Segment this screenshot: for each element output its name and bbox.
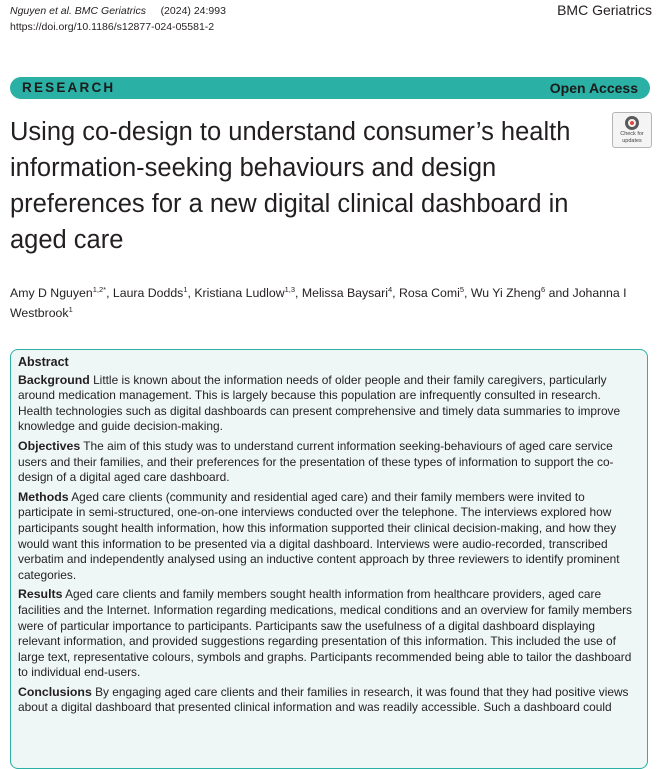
section-label: RESEARCH [22,80,116,95]
author-name[interactable]: Kristiana Ludlow [194,286,285,300]
badge-label-2: updates [622,138,642,144]
abstract-heading: Background [18,372,90,387]
abstract-text: Aged care clients and family members sought health information from healthcare providers, aged care facilities and the Internet. Information regarding medications, medical conditions and an overview for family members were of particular importance to participants. Participants saw the usefulness of a digital dashboard displaying relevant information, and provided suggestions regarding presentation of this information. This included the use of large text, representative colours, symbols and graphs. Participants recommended being able to tailor the dashboard to individual end-users. [18,587,632,680]
section-banner [10,77,650,99]
authors-short: Nguyen et al. BMC Geriatrics [10,5,146,17]
abstract-content [18,355,638,720]
article-title: Using co-design to understand consumer’s health information-seeking behaviours and design preferences for a new digital clinical dashboard in aged care [10,118,571,254]
author-name[interactable]: Laura Dodds [112,286,184,300]
check-for-updates-badge[interactable] [612,112,652,148]
badge-label-1: Check for [620,131,644,137]
abstract-heading: Objectives [18,438,81,453]
author-list: Amy D Nguyen$^{1,2*}$, Laura Dodds$^1$, Kristiana Ludlow$^{1,3}$, Melissa Baysari$^4$, Rosa Comi$^5$, Wu Yi Zheng$^6$ and Johanna I Westbrook$^1$ [10,284,627,320]
journal-name: BMC Geriatrics [557,2,652,18]
author-affiliation: 1,2* [92,284,107,294]
abstract-text: Aged care clients (community and residential aged care) and their family members were invited to participate in semi-structured, one-on-one interviews conducted over the telephone. The interviews explored how participants sought health information, how this information supported their clinical decision-making, and how they would want this information to be presented via a digital dashboard. Interviews were audio-recorded, transcribed verbatim and independently analysed using an inductive content approach by three reviewers to identify prominent categories. [18,489,620,582]
author-affiliation: 1 [68,304,73,314]
author-affiliation: 4 [387,284,393,294]
author-affiliation: 6 [541,284,546,294]
author-affiliation: 1,3 [284,284,296,294]
author-name[interactable]: Amy D Nguyen [10,286,93,300]
abstract-text: The aim of this study was to understand current information seeking-behaviours of aged care service users and their families, and their preferences for the presentation of these types of information to support the co-design of a digital aged care dashboard. [18,438,614,485]
citation-header [10,3,226,35]
abstract-methods [18,490,638,584]
author-affiliation: 5 [459,284,464,294]
abstract-background [18,373,638,435]
abstract-heading: Methods [18,489,69,504]
abstract-results [18,587,638,681]
abstract-objectives [18,439,638,486]
abstract-conclusions [18,685,638,716]
doi-link[interactable]: https://doi.org/10.1186/s12877-024-05581-2 [10,21,215,33]
open-access-label: Open Access [549,80,638,96]
author-name[interactable]: Melissa Baysari [301,286,388,300]
abstract-title: Abstract [18,355,69,369]
author-name[interactable]: Rosa Comi [398,286,460,300]
check-for-updates-icon [625,116,639,130]
citation: (2024) 24:993 [160,5,226,17]
abstract-text: By engaging aged care clients and their families in research, it was found that they had positive views about a digital dashboard that presented clinical information and was readily accessible. Such a dashboard could [18,684,629,715]
abstract-text: Little is known about the information needs of older people and their family caregivers, particularly around medication management. This is largely because this population are infrequently consulted in research. Health technologies such as digital dashboards can present comprehensive and timely data summaries to improve knowledge and guide decision-making. [18,372,621,434]
abstract-heading: Results [18,587,63,602]
author-name[interactable]: Johanna I Westbrook [10,286,627,320]
author-name[interactable]: Wu Yi Zheng [470,286,542,300]
abstract-heading: Conclusions [18,684,92,699]
author-affiliation: 1 [183,284,188,294]
